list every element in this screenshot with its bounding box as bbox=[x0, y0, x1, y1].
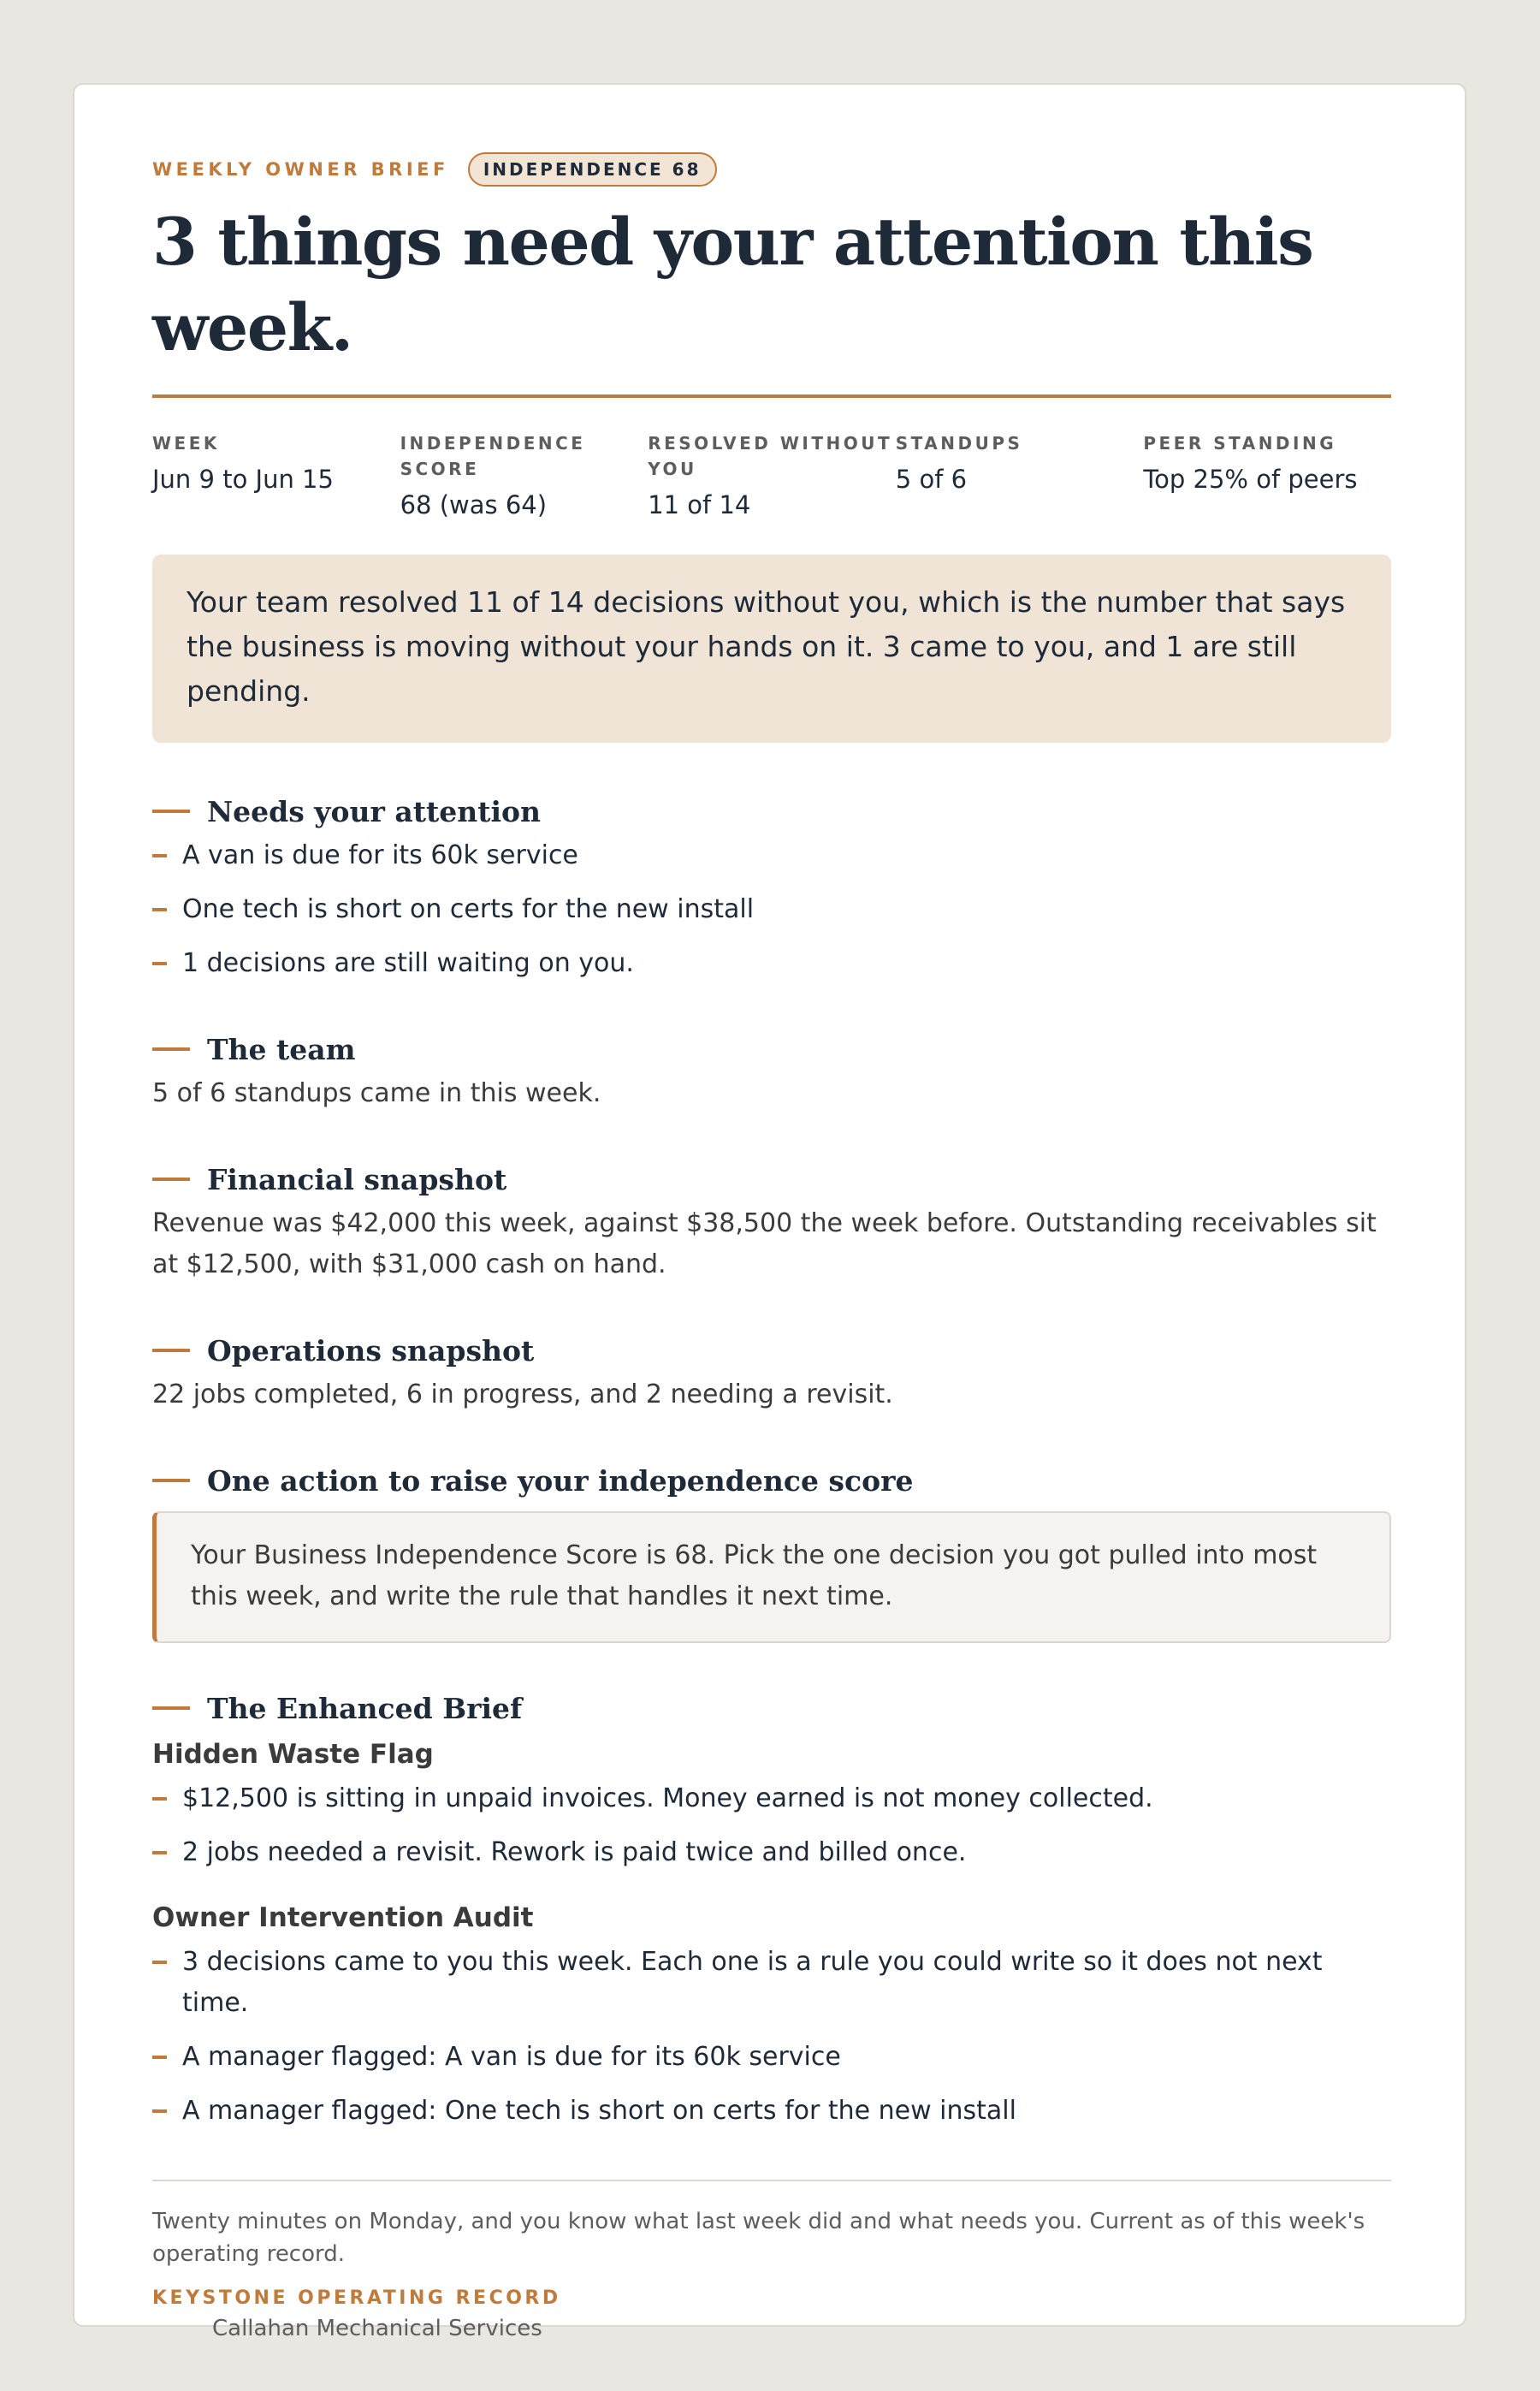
list-item-text: A manager flagged: A van is due for its 60k service bbox=[182, 2042, 841, 2072]
stat-value: 11 of 14 bbox=[648, 490, 751, 519]
dash-bullet-icon bbox=[152, 2056, 167, 2059]
list-item-text: One tech is short on certs for the new install bbox=[182, 894, 755, 924]
list-item bbox=[152, 889, 1391, 930]
section-title: Operations snapshot bbox=[207, 1333, 535, 1368]
hidden-waste-list bbox=[152, 1778, 1391, 1873]
page-title: 3 things need your attention this week. bbox=[152, 204, 1313, 365]
stat-resolved bbox=[648, 430, 896, 525]
section-dash bbox=[152, 1178, 190, 1181]
brief-content bbox=[152, 150, 1391, 2341]
list-item bbox=[152, 835, 1391, 876]
team-text: 5 of 6 standups came in this week. bbox=[152, 1078, 601, 1108]
section-title: Needs your attention bbox=[207, 794, 541, 828]
section-action bbox=[152, 1462, 1391, 1643]
section-team bbox=[152, 1030, 1391, 1114]
section-dash bbox=[152, 1479, 190, 1482]
list-item bbox=[152, 1942, 1391, 2024]
dash-bullet-icon bbox=[152, 962, 167, 965]
summary-callout: Your team resolved 11 of 14 decisions without you, which is the number that says the business is moving without your hands on it. 3 came to you, and 1 are still pending. bbox=[152, 555, 1391, 743]
stat-label: STANDUPS bbox=[895, 433, 1023, 454]
stat-value: 5 of 6 bbox=[895, 465, 968, 494]
action-callout: Your Business Independence Score is 68. Pick the one decision you got pulled into most this week, and write the rule that handles it next time. bbox=[152, 1511, 1391, 1643]
section-dash bbox=[152, 1047, 190, 1051]
section-header bbox=[152, 1462, 1391, 1499]
dash-bullet-icon bbox=[152, 1961, 167, 1964]
section-title: Financial snapshot bbox=[207, 1162, 507, 1196]
section-header bbox=[152, 1030, 1391, 1068]
operations-text: 22 jobs completed, 6 in progress, and 2 needing a revisit. bbox=[152, 1379, 893, 1409]
stat-value: Top 25% of peers bbox=[1143, 465, 1358, 494]
intervention-audit-heading: Owner Intervention Audit bbox=[152, 1902, 534, 1933]
dash-bullet-icon bbox=[152, 2109, 167, 2113]
intervention-audit-list bbox=[152, 1942, 1391, 2132]
stat-label: PEER STANDING bbox=[1143, 433, 1337, 454]
header-row bbox=[152, 150, 1391, 189]
stat-independence-score bbox=[400, 430, 649, 525]
section-enhanced-brief bbox=[152, 1689, 1391, 2132]
hidden-waste-heading: Hidden Waste Flag bbox=[152, 1739, 434, 1770]
section-dash bbox=[152, 1706, 190, 1710]
stat-label: INDEPENDENCE SCORE bbox=[400, 433, 586, 479]
stat-label: RESOLVED WITHOUT YOU bbox=[648, 433, 893, 479]
stats-row bbox=[152, 430, 1391, 525]
section-title: The Enhanced Brief bbox=[207, 1691, 523, 1725]
section-header bbox=[152, 1689, 1391, 1727]
stat-value: Jun 9 to Jun 15 bbox=[152, 465, 334, 494]
dash-bullet-icon bbox=[152, 854, 167, 857]
section-dash bbox=[152, 810, 190, 813]
list-item-text: A manager flagged: One tech is short on certs for the new install bbox=[182, 2096, 1016, 2126]
title-divider bbox=[152, 395, 1391, 398]
footer-company: Callahan Mechanical Services bbox=[212, 2316, 542, 2341]
footer-divider bbox=[152, 2180, 1391, 2181]
stat-label: WEEK bbox=[152, 433, 220, 454]
stat-standups bbox=[896, 430, 1144, 525]
stat-value: 68 (was 64) bbox=[400, 490, 548, 519]
section-operations bbox=[152, 1332, 1391, 1415]
section-header bbox=[152, 1160, 1391, 1198]
footer-brand: KEYSTONE OPERATING RECORD bbox=[152, 2287, 561, 2309]
financial-text: Revenue was $42,000 this week, against $38,500 the week before. Outstanding receivables sit at $12,500, with $31,000 cash on hand. bbox=[152, 1208, 1377, 1279]
section-header bbox=[152, 792, 1391, 830]
stat-week bbox=[152, 430, 400, 525]
section-attention bbox=[152, 792, 1391, 984]
section-title: One action to raise your independence score bbox=[207, 1463, 914, 1498]
list-item-text: 2 jobs needed a revisit. Rework is paid twice and billed once. bbox=[182, 1837, 967, 1867]
dash-bullet-icon bbox=[152, 1851, 167, 1854]
brief-kicker: WEEKLY OWNER BRIEF bbox=[152, 159, 449, 180]
section-dash bbox=[152, 1349, 190, 1352]
dash-bullet-icon bbox=[152, 1797, 167, 1801]
list-item bbox=[152, 943, 1391, 984]
section-header bbox=[152, 1332, 1391, 1369]
list-item bbox=[152, 1778, 1391, 1819]
list-item-text: 3 decisions came to you this week. Each one is a rule you could write so it does not next time. bbox=[182, 1947, 1323, 2018]
section-financial bbox=[152, 1160, 1391, 1285]
attention-list bbox=[152, 835, 1391, 984]
independence-badge: INDEPENDENCE 68 bbox=[468, 152, 717, 187]
brief-card bbox=[73, 83, 1466, 2341]
stat-peer-standing bbox=[1143, 430, 1391, 525]
list-item-text: $12,500 is sitting in unpaid invoices. Money earned is not money collected. bbox=[182, 1783, 1153, 1813]
list-item bbox=[152, 2091, 1391, 2132]
list-item-text: A van is due for its 60k service bbox=[182, 840, 578, 870]
list-item bbox=[152, 1832, 1391, 1873]
section-title: The team bbox=[207, 1032, 356, 1066]
footer-note: Twenty minutes on Monday, and you know what last week did and what needs you. Current as of this week's operating record. bbox=[152, 2209, 1365, 2267]
list-item-text: 1 decisions are still waiting on you. bbox=[182, 948, 634, 978]
list-item bbox=[152, 2037, 1391, 2078]
dash-bullet-icon bbox=[152, 908, 167, 911]
